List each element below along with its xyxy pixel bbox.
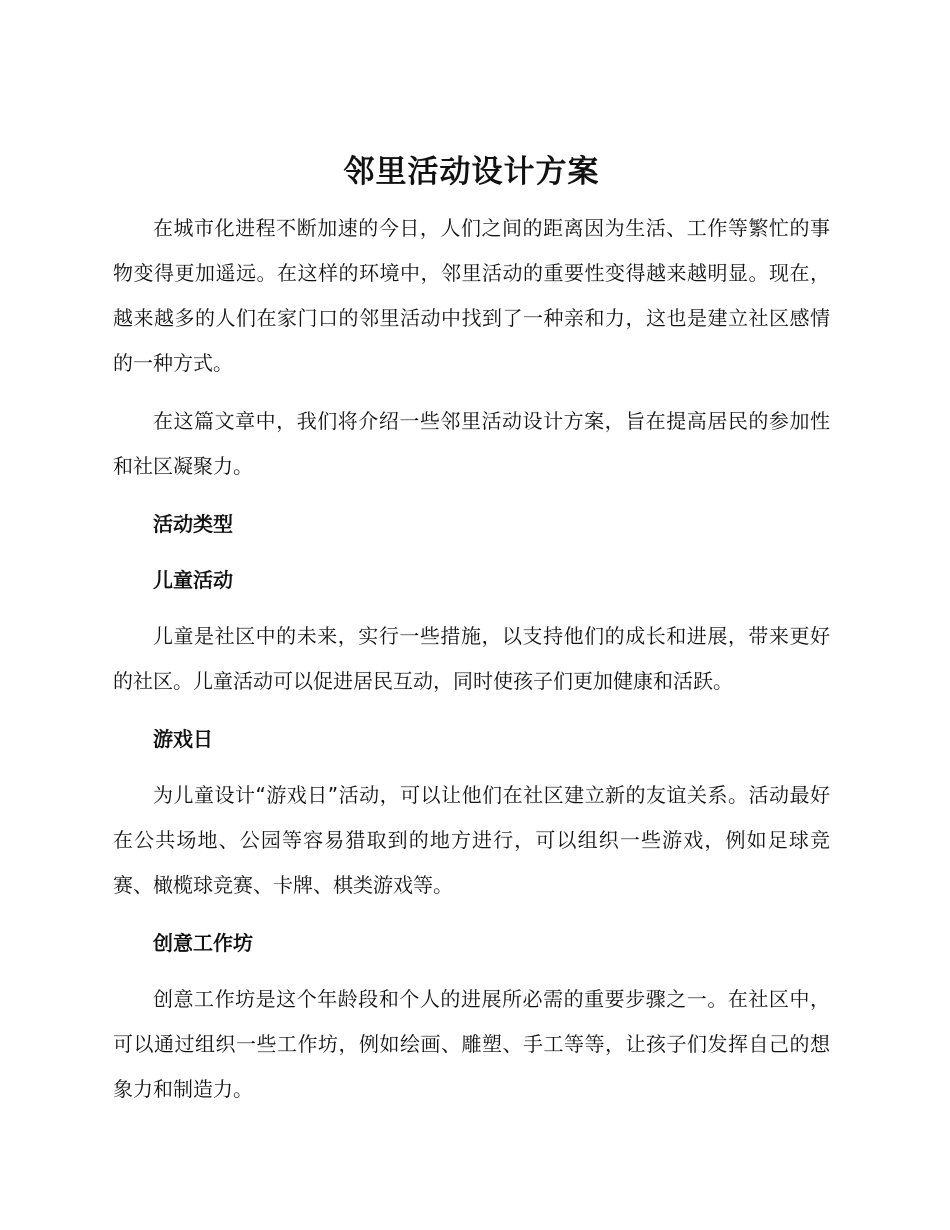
purpose-paragraph: 在这篇文章中，我们将介绍一些邻里活动设计方案，旨在提高居民的参加性和社区凝聚力。 <box>113 409 830 478</box>
document-title: 邻里活动设计方案 <box>343 154 600 190</box>
children-activities-paragraph: 儿童是社区中的未来，实行一些措施，以支持他们的成长和进展，带来更好的社区。儿童活动可以促进居民互动，同时使孩子们更加健康和活跃。 <box>113 624 830 693</box>
creative-workshop-paragraph: 创意工作坊是这个年龄段和个人的进展所必需的重要步骤之一。在社区中，可以通过组织一些工作坊，例如绘画、雕塑、手工等等，让孩子们发挥自己的想象力和制造力。 <box>113 987 830 1101</box>
document-page <box>113 150 830 1125</box>
section-heading-children-activities: 儿童活动 <box>153 568 233 592</box>
section-heading-activity-types: 活动类型 <box>153 512 233 536</box>
game-day-paragraph: 为儿童设计“游戏日”活动，可以让他们在社区建立新的友谊关系。活动最好在公共场地、公园等容易猎取到的地方进行，可以组织一些游戏，例如足球竞赛、橄榄球竞赛、卡牌、棋类游戏等。 <box>113 783 830 897</box>
section-heading-game-day: 游戏日 <box>153 727 213 751</box>
intro-paragraph: 在城市化进程不断加速的今日，人们之间的距离因为生活、工作等繁忙的事物变得更加遥远。在这样的环境中，邻里活动的重要性变得越来越明显。现在，越来越多的人们在家门口的邻里活动中找到了一种亲和力，这也是建立社区感情的一种方式。 <box>113 216 830 375</box>
section-heading-creative-workshop: 创意工作坊 <box>153 931 253 955</box>
